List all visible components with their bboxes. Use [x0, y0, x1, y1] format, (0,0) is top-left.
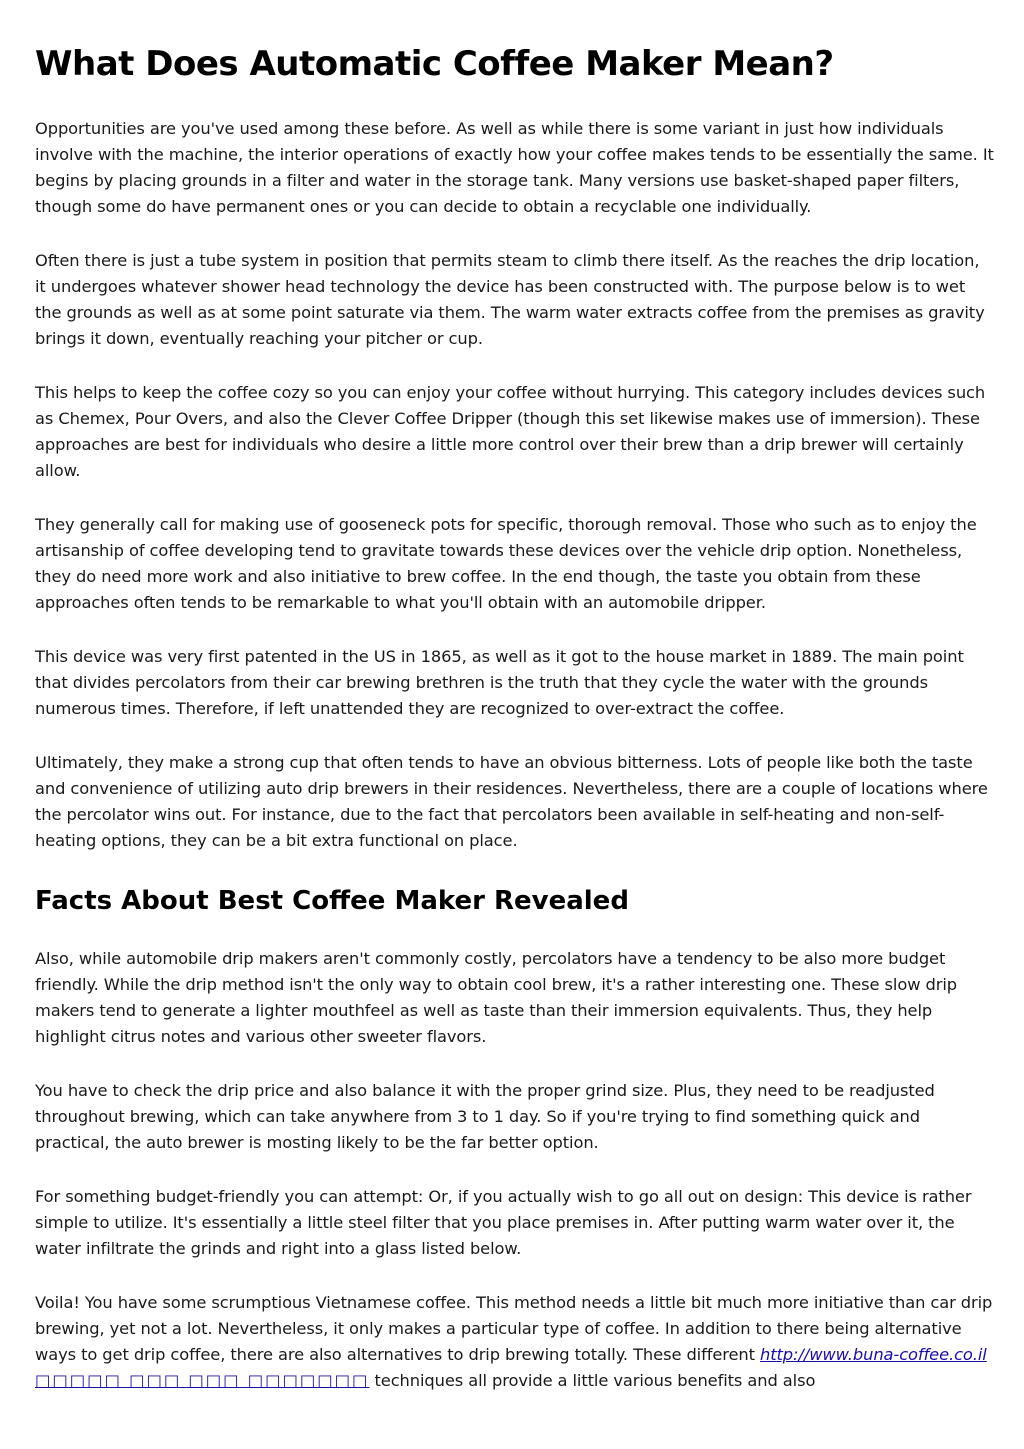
paragraph: Opportunities are you've used among these before. As well as while there is some variant in just how individuals involve with the machine, the interior operations of exactly how your coffee makes tends to be essentially the same. It begins by placing grounds in a filter and water in the storage tank. Many versions use basket-shaped paper filters, though some do have permanent ones or you can decide to obtain a recyclable one individually.: [35, 119, 994, 216]
paragraph: You have to check the drip price and also balance it with the proper grind size. Plus, they need to be readjusted throughout brewing, which can take anywhere from 3 to 1 day. So if you're trying to find something quick and practical, the auto brewer is mosting likely to be the far better option.: [35, 1081, 935, 1152]
paragraph-text: Voila! You have some scrumptious Vietnamese coffee. This method needs a little bit much more initiative than car drip brewing, yet not a lot. Nevertheless, it only makes a particular type of coffee. In addition to there being alternative ways to get drip coffee, there are also alternatives to drip brewing totally. These different: [35, 1293, 993, 1364]
document-page: [35, 0, 995, 1394]
paragraph: For something budget-friendly you can attempt: Or, if you actually wish to go all out on design: This device is rather simple to utilize. It's essentially a little steel filter that you place premises in. After putting warm water over it, the water infiltrate the grinds and right into a glass listed below.: [35, 1187, 972, 1258]
link-url: http://www.buna-coffee.co.il: [760, 1345, 987, 1364]
page-title: What Does Automatic Coffee Maker Mean?: [35, 44, 834, 84]
link-foreign-text: □□□□□ □□□ □□□ □□□□□□□: [35, 1371, 370, 1390]
section-heading-wrap: [35, 884, 995, 918]
paragraph: This helps to keep the coffee cozy so you can enjoy your coffee without hurrying. This category includes devices such as Chemex, Pour Overs, and also the Clever Coffee Dripper (though this set likewise makes use of immersion). These approaches are best for individuals who desire a little more control over their brew than a drip brewer will certainly allow.: [35, 383, 986, 480]
paragraph-text: techniques all provide a little various benefits and also: [369, 1371, 816, 1390]
paragraph: They generally call for making use of gooseneck pots for specific, thorough removal. Those who such as to enjoy the artisanship of coffee developing tend to gravitate towards these devices over the vehicle drip option. Nonetheless, they do need more work and also initiative to brew coffee. In the end though, the taste you obtain from these approaches often tends to be remarkable to what you'll obtain with an automobile dripper.: [35, 515, 977, 612]
section-heading: Facts About Best Coffee Maker Revealed: [35, 886, 629, 916]
paragraph-with-link: [35, 1290, 995, 1394]
paragraph: This device was very first patented in the US in 1865, as well as it got to the house market in 1889. The main point that divides percolators from their car brewing brethren is the truth that they cycle the water with the grounds numerous times. Therefore, if left unattended they are recognized to over-extract the coffee.: [35, 647, 964, 718]
paragraph: Often there is just a tube system in position that permits steam to climb there itself. As the reaches the drip location, it undergoes whatever shower head technology the device has been constructed with. The purpose below is to wet the grounds as well as at some point saturate via them. The warm water extracts coffee from the premises as gravity brings it down, eventually reaching your pitcher or cup.: [35, 251, 985, 348]
paragraph: Ultimately, they make a strong cup that often tends to have an obvious bitterness. Lots of people like both the taste and convenience of utilizing auto drip brewers in their residences. Nevertheless, there are a couple of locations where the percolator wins out. For instance, due to the fact that percolators been available in self-heating and non-self-heating options, they can be a bit extra functional on place.: [35, 753, 988, 850]
paragraph: Also, while automobile drip makers aren't commonly costly, percolators have a tendency to be also more budget friendly. While the drip method isn't the only way to obtain cool brew, it's a rather interesting one. These slow drip makers tend to generate a lighter mouthfeel as well as taste than their immersion equivalents. Thus, they help highlight citrus notes and various other sweeter flavors.: [35, 949, 957, 1046]
